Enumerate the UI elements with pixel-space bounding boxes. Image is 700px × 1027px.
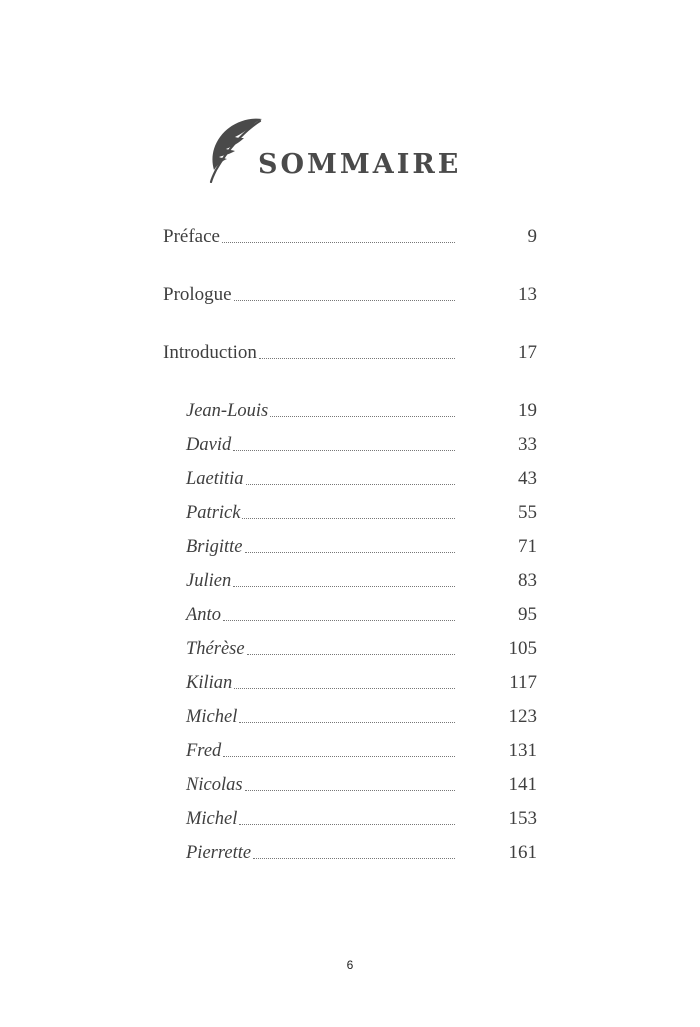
toc-entry-label: Prologue [163,284,232,305]
dot-leader [259,358,455,359]
toc-chapter-row[interactable] [186,668,537,694]
dot-leader [234,300,455,301]
toc-chapter-page: 131 [508,740,537,761]
toc-chapter-page: 161 [508,842,537,863]
dot-leader [245,552,455,553]
dot-leader [239,722,455,723]
toc-entry-page: 9 [527,226,537,247]
toc-entry-introduction[interactable] [163,338,537,364]
toc-chapter-label: David [186,435,232,455]
toc-chapter-row[interactable] [186,532,537,558]
dot-leader [239,824,455,825]
toc-chapter-row[interactable] [186,396,537,422]
toc-chapter-row[interactable] [186,838,537,864]
dot-leader [233,450,455,451]
toc-entry-page: 17 [518,342,537,363]
toc-chapter-row[interactable] [186,702,537,728]
toc-chapter-row[interactable] [186,804,537,830]
toc-chapter-page: 123 [508,706,537,727]
toc-chapter-row[interactable] [186,736,537,762]
toc-entry-page: 13 [518,284,537,305]
dot-leader [253,858,455,859]
dot-leader [222,242,455,243]
toc-chapter-page: 153 [508,808,537,829]
toc-chapter-page: 141 [508,774,537,795]
page-number: 6 [346,958,354,972]
toc-chapter-row[interactable] [186,498,537,524]
page-heading [208,115,508,185]
toc-chapter-label: Pierrette [186,843,252,863]
toc-chapter-label: Jean-Louis [186,401,269,421]
toc-chapter-label: Kilian [186,673,233,693]
toc-chapter-page: 43 [518,468,537,489]
dot-leader [233,586,455,587]
toc-chapter-row[interactable] [186,600,537,626]
toc-chapter-page: 19 [518,400,537,421]
toc-chapter-label: Julien [186,571,232,591]
dot-leader [246,484,455,485]
dot-leader [234,688,455,689]
toc-chapter-row[interactable] [186,430,537,456]
toc-chapter-row[interactable] [186,464,537,490]
dot-leader [270,416,455,417]
page-title: SOMMAIRE [258,149,462,180]
dot-leader [242,518,455,519]
dot-leader [247,654,455,655]
toc-chapter-page: 83 [518,570,537,591]
toc-chapter-page: 55 [518,502,537,523]
toc-chapter-label: Anto [186,605,221,625]
toc-chapter-page: 117 [509,672,537,693]
toc-entry-preface[interactable] [163,222,537,248]
dot-leader [223,620,455,621]
toc-entry-label: Introduction [163,342,257,363]
dot-leader [245,790,455,791]
toc-chapter-page: 33 [518,434,537,455]
toc-entry-label: Préface [163,226,220,247]
toc-chapter-page: 71 [518,536,537,557]
toc-chapter-label: Patrick [186,503,241,523]
toc-chapter-label: Laetitia [186,469,244,489]
toc-chapter-row[interactable] [186,566,537,592]
toc-chapter-row[interactable] [186,770,537,796]
toc-chapter-label: Fred [186,741,222,761]
toc-entry-prologue[interactable] [163,280,537,306]
toc-chapter-label: Thérèse [186,639,245,659]
dot-leader [223,756,455,757]
toc-chapter-label: Brigitte [186,537,243,557]
toc-chapter-page: 95 [518,604,537,625]
toc-chapter-label: Michel [186,809,238,829]
toc-chapter-label: Michel [186,707,238,727]
toc-chapter-row[interactable] [186,634,537,660]
toc-chapter-page: 105 [508,638,537,659]
toc-chapter-label: Nicolas [186,775,243,795]
